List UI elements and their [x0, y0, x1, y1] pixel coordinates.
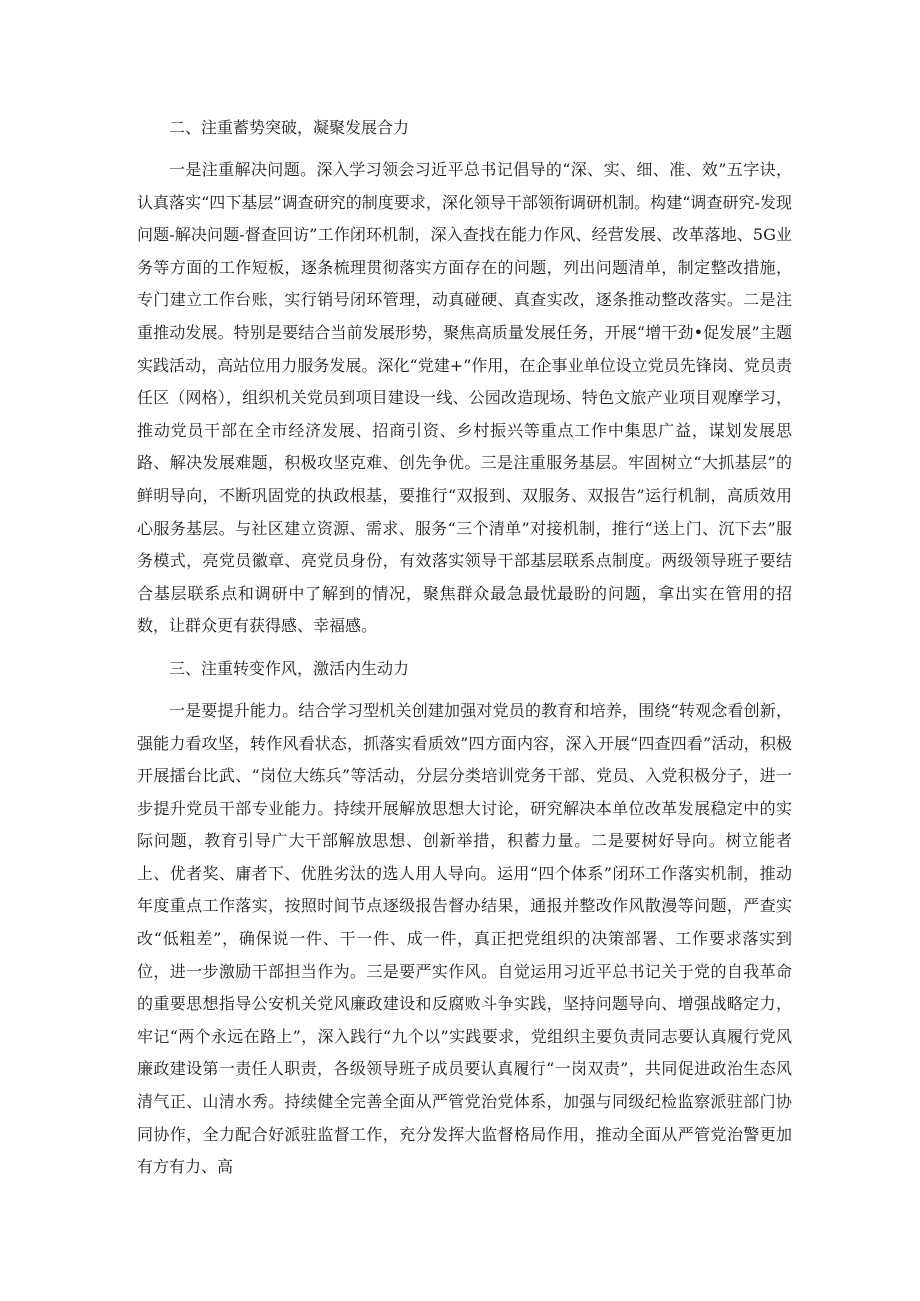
section-heading-2: 二、注重蓄势突破，凝聚发展合力: [169, 118, 410, 137]
section-body-2: 一是注重解决问题。深入学习领会习近平总书记倡导的“深、实、细、准、效”五字诀，认真落实“四下基层”调查研究的制度要求，深化领导干部领衔调研机制。构建“调查研究-发现问题-解决问题-督查回访”工作闭环机制，深入查找在能力作风、经营发展、改革落地、5G业务等方面的工作短板，逐条梳理贯彻落实方面存在的问题，列出问题清单，制定整改措施，专门建立工作台账，实行销号闭环管理，动真碰硬、真查实改，逐条推动整改落实。二是注重推动发展。特别是要结合当前发展形势，聚焦高质量发展任务，开展“增干劲•促发展”主题实践活动，高站位用力服务发展。深化“党建+”作用，在企事业单位设立党员先锋岗、党员责任区（网格），组织机关党员到项目建设一线、公园改造现场、特色文旅产业项目观摩学习，推动党员干部在全市经济发展、招商引资、乡村振兴等重点工作中集思广益，谋划发展思路、解决发展难题，积极攻坚克难、创先争优。三是注重服务基层。牢固树立“大抓基层”的鲜明导向，不断巩固党的执政根基，要推行“双报到、双服务、双报告”运行机制，高质效用心服务基层。与社区建立资源、需求、服务“三个清单”对接机制，推行“送上门、沉下去”服务模式，亮党员徽章、亮党员身份，有效落实领导干部基层联系点制度。两级领导班子要结合基层联系点和调研中了解到的情况，聚焦群众最急最忧最盼的问题，拿出实在管用的招数，让群众更有获得感、幸福感。: [137, 160, 792, 636]
document-page: [137, 112, 792, 1184]
section-body-3: 一是要提升能力。结合学习型机关创建加强对党员的教育和培养，围绕“转观念看创新，强能力看攻坚，转作风看状态，抓落实看质效”四方面内容，深入开展“四查四看”活动，积极开展擂台比武、“岗位大练兵”等活动，分层分类培训党务干部、党员、入党积极分子，进一步提升党员干部专业能力。持续开展解放思想大讨论，研究解决本单位改革发展稳定中的实际问题，教育引导广大干部解放思想、创新举措，积蓄力量。二是要树好导向。树立能者上、优者奖、庸者下、优胜劣汰的选人用人导向。运用“四个体系”闭环工作落实机制，推动年度重点工作落实，按照时间节点逐级报告督办结果，通报并整改作风散漫等问题，严查实改“低粗差”，确保说一件、干一件、成一件，真正把党组织的决策部署、工作要求落实到位，进一步激励干部担当作为。三是要严实作风。自觉运用习近平总书记关于党的自我革命的重要思想指导公安机关党风廉政建设和反腐败斗争实践，坚持问题导向、增强战略定力，牢记“两个永远在路上”，深入践行“九个以”实践要求，党组织主要负责同志要认真履行党风廉政建设第一责任人职责，各级领导班子成员要认真履行“一岗双责”，共同促进政治生态风清气正、山清水秀。持续健全完善全面从严管党治党体系，加强与同级纪检监察派驻部门协同协作，全力配合好派驻监督工作，充分发挥大监督格局作用，推动全面从严管党治警更加有方有力、高: [137, 700, 792, 1177]
section-heading-3: 三、注重转变作风，激活内生动力: [169, 658, 410, 678]
